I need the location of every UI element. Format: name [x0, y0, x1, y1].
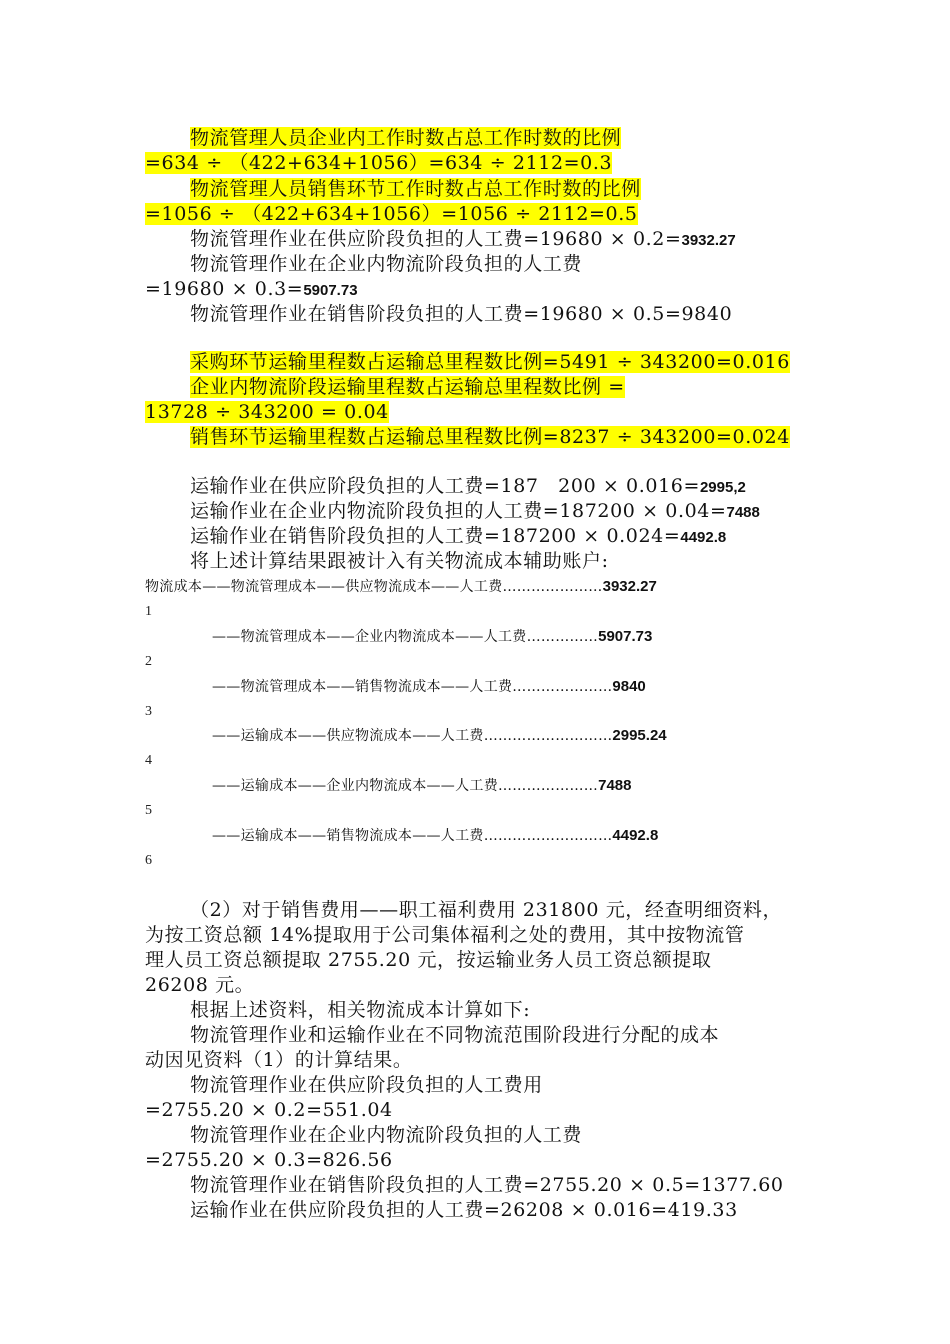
paragraph-driver-line2: 动因见资料（1）的计算结果。 — [145, 1049, 413, 1071]
calc-mgmt-internal-label: 物流管理作业在企业内物流阶段负担的人工费 — [190, 1124, 583, 1146]
mgmt-sales-line: 物流管理作业在销售阶段负担的人工费=19680 × 0.5=9840 — [190, 303, 733, 325]
paragraph-welfare-line3: 理人员工资总额提取 2755.20 元，按运输业务人员工资总额提取 — [145, 949, 712, 971]
ledger-entry: 物流成本——物流管理成本——供应物流成本——人工费…………………3932.27 — [145, 578, 657, 595]
calc-mgmt-sales: 物流管理作业在销售阶段负担的人工费=2755.20 × 0.5=1377.60 — [190, 1174, 784, 1196]
mgmt-internal-label: 物流管理作业在企业内物流阶段负担的人工费 — [190, 253, 583, 275]
ledger-entry-number: 2 — [145, 654, 152, 669]
ledger-entry: ——运输成本——企业内物流成本——人工费…………………7488 — [212, 777, 632, 794]
transport-internal-line: 运输作业在企业内物流阶段负担的人工费=187200 × 0.04=7488 — [190, 500, 760, 522]
record-intro: 将上述计算结果跟被计入有关物流成本辅助账户: — [190, 550, 609, 572]
paragraph-driver-line1: 物流管理作业和运输作业在不同物流范围阶段进行分配的成本 — [190, 1024, 720, 1046]
mgmt-internal-formula: =19680 × 0.3=5907.73 — [145, 278, 358, 300]
paragraph-welfare-line4: 26208 元。 — [145, 974, 255, 996]
transport-supply-line: 运输作业在供应阶段负担的人工费=187 200 × 0.016=2995,2 — [190, 475, 746, 497]
calc-transport-supply: 运输作业在供应阶段负担的人工费=26208 × 0.016=419.33 — [190, 1199, 738, 1221]
ledger-entry-number: 3 — [145, 704, 152, 719]
ratio-mgmt-sales-formula: =1056 ÷ （422+634+1056）=1056 ÷ 2112=0.5 — [145, 203, 638, 225]
calc-mgmt-supply-formula: =2755.20 × 0.2=551.04 — [145, 1099, 393, 1121]
paragraph-calc-intro: 根据上述资料，相关物流成本计算如下: — [190, 999, 531, 1021]
ratio-mgmt-sales-label: 物流管理人员销售环节工作时数占总工作时数的比例 — [190, 178, 641, 200]
ledger-entry: ——运输成本——供应物流成本——人工费………………………2995.24 — [212, 727, 667, 744]
mgmt-supply-line: 物流管理作业在供应阶段负担的人工费=19680 × 0.2=3932.27 — [190, 228, 736, 250]
calc-mgmt-internal-formula: =2755.20 × 0.3=826.56 — [145, 1149, 393, 1171]
ledger-entry-number: 6 — [145, 853, 152, 868]
sales-ratio: 销售环节运输里程数占运输总里程数比例=8237 ÷ 343200=0.024 — [190, 426, 790, 448]
ratio-mgmt-internal-label: 物流管理人员企业内工作时数占总工作时数的比例 — [190, 127, 622, 149]
internal-ratio-label: 企业内物流阶段运输里程数占运输总里程数比例 = — [190, 376, 625, 398]
ledger-entry-number: 5 — [145, 803, 152, 818]
transport-sales-line: 运输作业在销售阶段负担的人工费=187200 × 0.024=4492.8 — [190, 525, 727, 547]
ledger-entry: ——物流管理成本——企业内物流成本——人工费……………5907.73 — [212, 628, 653, 645]
paragraph-welfare-line1: （2）对于销售费用——职工福利费用 231800 元，经查明细资料， — [190, 899, 783, 921]
calc-mgmt-supply-label: 物流管理作业在供应阶段负担的人工费用 — [190, 1074, 543, 1096]
purchase-ratio: 采购环节运输里程数占运输总里程数比例=5491 ÷ 343200=0.016 — [190, 351, 790, 373]
ledger-entry-number: 4 — [145, 753, 152, 768]
ledger-entry: ——物流管理成本——销售物流成本——人工费…………………9840 — [212, 678, 646, 695]
ledger-entry: ——运输成本——销售物流成本——人工费………………………4492.8 — [212, 827, 659, 844]
ledger-entry-number: 1 — [145, 604, 152, 619]
paragraph-welfare-line2: 为按工资总额 14%提取用于公司集体福利之处的费用，其中按物流管 — [145, 924, 745, 946]
ratio-mgmt-internal-formula: =634 ÷ （422+634+1056）=634 ÷ 2112=0.3 — [145, 152, 613, 174]
internal-ratio-formula: 13728 ÷ 343200 = 0.04 — [145, 401, 389, 423]
